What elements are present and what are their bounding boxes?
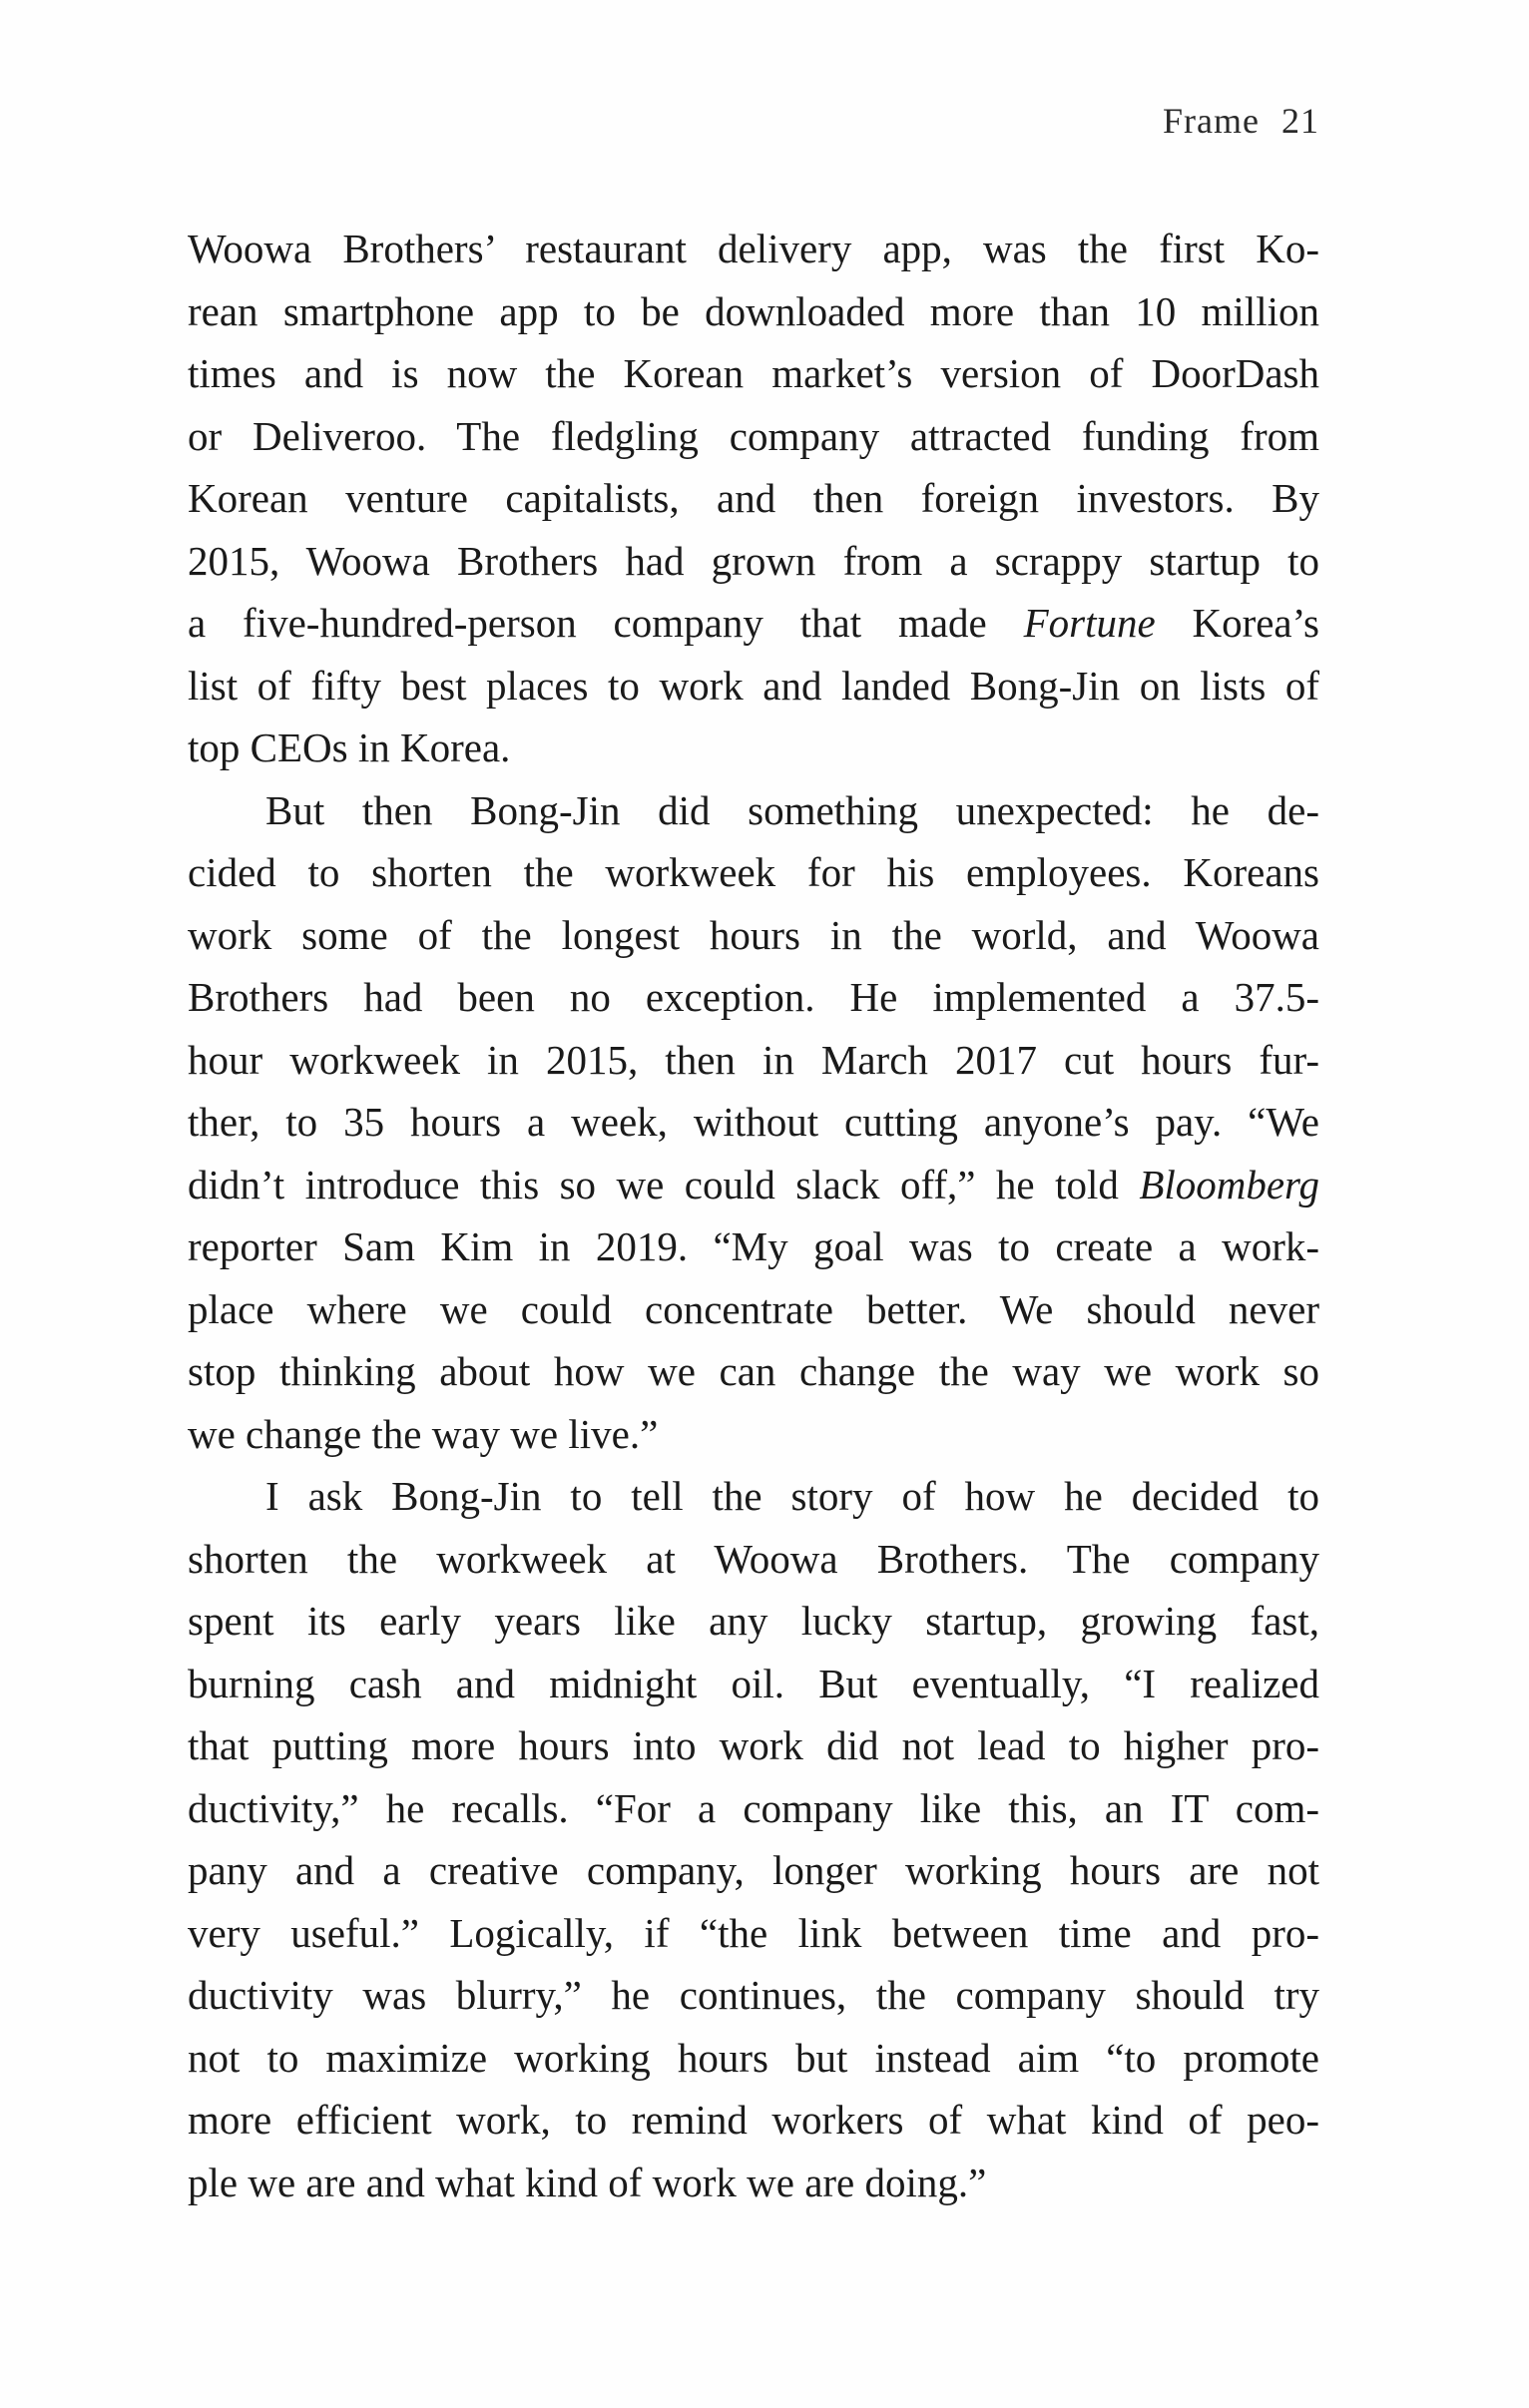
text-line: top CEOs in Korea. <box>188 724 511 770</box>
text-line: a five-hundred-person company that made Fortune Korea’s <box>188 600 1319 646</box>
text-line: very useful.” Logically, if “the link between time and pro- <box>188 1909 1319 1956</box>
paragraph <box>188 1465 1319 2213</box>
text-line: not to maximize working hours but instead aim “to promote <box>188 2034 1319 2081</box>
text-line: stop thinking about how we can change the way we work so <box>188 1348 1319 1394</box>
paragraph <box>188 218 1319 779</box>
text-line: I ask Bong-Jin to tell the story of how he decided to <box>265 1473 1319 1519</box>
italic-title: Bloomberg <box>1139 1161 1319 1207</box>
text-line: didn’t introduce this so we could slack off,” he told Bloomberg <box>188 1161 1319 1207</box>
text-line: ple we are and what kind of work we are doing.” <box>188 2159 987 2205</box>
text-line: Korean venture capitalists, and then foreign investors. By <box>188 475 1319 521</box>
text-line: pany and a creative company, longer working hours are not <box>188 1847 1319 1893</box>
running-head <box>1163 100 1319 142</box>
text-line: ther, to 35 hours a week, without cutting anyone’s pay. “We <box>188 1099 1319 1145</box>
text-line: list of fifty best places to work and landed Bong-Jin on lists of <box>188 662 1319 709</box>
text-line: burning cash and midnight oil. But eventually, “I realized <box>188 1660 1319 1706</box>
text-line: Brothers had been no exception. He implemented a 37.5- <box>188 974 1319 1020</box>
paragraph <box>188 779 1319 1466</box>
running-head-section: Frame <box>1163 101 1260 141</box>
text-line: reporter Sam Kim in 2019. “My goal was to create a work- <box>188 1223 1319 1269</box>
text-line: Woowa Brothers’ restaurant delivery app, was the first Ko- <box>188 226 1319 271</box>
text-line: that putting more hours into work did not lead to higher pro- <box>188 1722 1319 1768</box>
text-line: shorten the workweek at Woowa Brothers. The company <box>188 1535 1319 1582</box>
italic-title: Fortune <box>1023 600 1156 646</box>
text-line: 2015, Woowa Brothers had grown from a scrappy startup to <box>188 537 1319 584</box>
text-line: times and is now the Korean market’s version of DoorDash <box>188 350 1319 396</box>
text-line: spent its early years like any lucky startup, growing fast, <box>188 1598 1319 1644</box>
text-line: hour workweek in 2015, then in March 2017 cut hours fur- <box>188 1036 1319 1083</box>
text-line: ductivity,” he recalls. “For a company like this, an IT com- <box>188 1784 1319 1831</box>
text-line: we change the way we live.” <box>188 1410 659 1457</box>
page-number: 21 <box>1281 101 1319 141</box>
text-line: more efficient work, to remind workers of what kind of peo- <box>188 2097 1319 2143</box>
text-line: place where we could concentrate better. We should never <box>188 1285 1319 1332</box>
text-line: cided to shorten the workweek for his employees. Koreans <box>188 849 1319 895</box>
text-line: work some of the longest hours in the world, and Woowa <box>188 911 1319 958</box>
text-line: or Deliveroo. The fledgling company attracted funding from <box>188 412 1319 459</box>
text-line: rean smartphone app to be downloaded more than 10 million <box>188 287 1319 334</box>
text-line: But then Bong-Jin did something unexpected: he de- <box>265 786 1319 833</box>
text-line: ductivity was blurry,” he continues, the company should try <box>188 1972 1319 2018</box>
body-text <box>188 218 1319 2213</box>
